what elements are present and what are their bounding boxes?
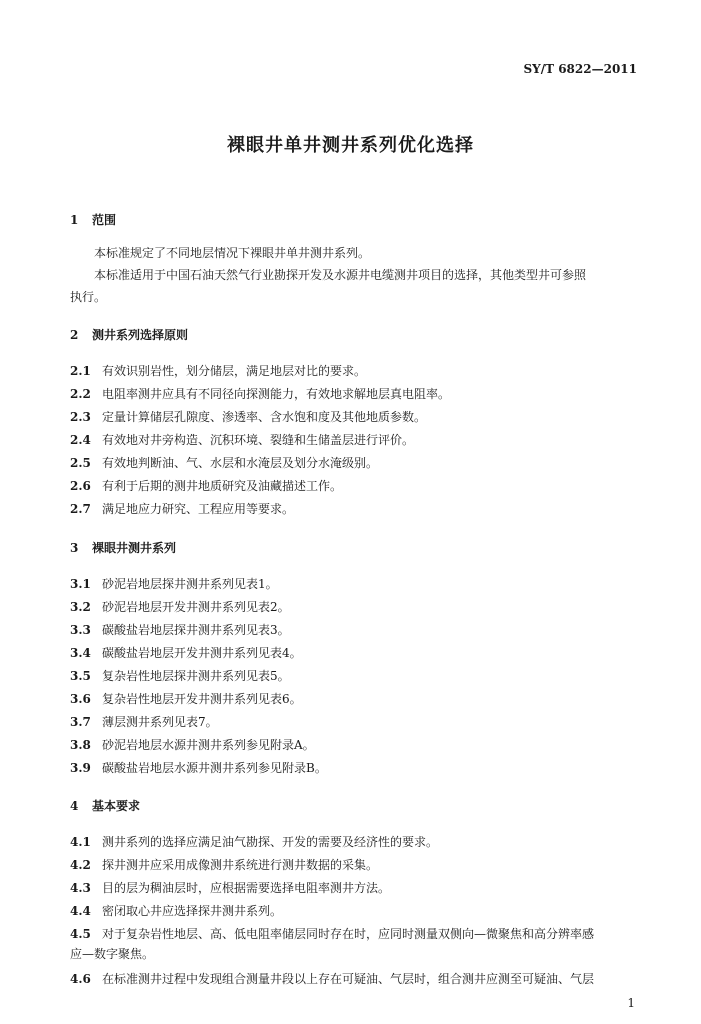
clause-text: 砂泥岩地层水源井测井系列参见附录A。 (102, 738, 315, 752)
clause-number: 4.3 (70, 881, 91, 895)
clause-number: 3.6 (70, 692, 91, 706)
clause-item (70, 454, 378, 471)
clause-number: 4.2 (70, 858, 91, 872)
clause-item (70, 385, 450, 402)
clause-text: 满足地应力研究、工程应用等要求。 (102, 502, 295, 516)
clause-item (70, 644, 302, 661)
document-title: 裸眼井单井测井系列优化选择 (227, 135, 474, 156)
clause-number: 4.1 (70, 835, 91, 849)
clause-text: 砂泥岩地层开发井测井系列见表2。 (102, 600, 290, 614)
section-heading-2 (70, 326, 188, 343)
clause-number: 4.6 (70, 972, 91, 986)
clause-number: 2.3 (70, 410, 91, 424)
section-number: 2 (70, 328, 79, 342)
clause-number: 2.5 (70, 456, 91, 470)
clause-text: 探井测井应采用成像测井系统进行测井数据的采集。 (102, 858, 379, 872)
clause-number: 3.5 (70, 669, 91, 683)
clause-number: 3.1 (70, 577, 91, 591)
clause-text: 碳酸盐岩地层探井测井系列见表3。 (102, 623, 290, 637)
clause-number: 3.2 (70, 600, 91, 614)
clause-text: 碳酸盐岩地层水源井测井系列参见附录B。 (102, 761, 327, 775)
clause-item (70, 598, 290, 615)
clause-item (70, 408, 426, 425)
clause-item (70, 713, 218, 730)
clause-text: 有效地判断油、气、水层和水淹层及划分水淹级别。 (102, 456, 379, 470)
clause-number: 2.1 (70, 364, 91, 378)
clause-item (70, 833, 438, 850)
clause-text: 测井系列的选择应满足油气勘探、开发的需要及经济性的要求。 (102, 835, 439, 849)
section-heading-1 (70, 211, 116, 228)
paragraph: 本标准适用于中国石油天然气行业勘探开发及水源井电缆测井项目的选择，其他类型井可参照 (94, 268, 587, 282)
clause-number: 4.4 (70, 904, 91, 918)
section-number: 4 (70, 799, 79, 813)
clause-item (70, 690, 302, 707)
clause-item (70, 500, 294, 517)
clause-text: 目的层为稠油层时，应根据需要选择电阻率测井方法。 (102, 881, 391, 895)
section-heading-4 (70, 797, 140, 814)
clause-number: 3.9 (70, 761, 91, 775)
clause-text: 有效识别岩性，划分储层，满足地层对比的要求。 (102, 364, 367, 378)
clause-item (70, 925, 594, 942)
clause-item (70, 667, 290, 684)
clause-item (70, 759, 327, 776)
clause-number: 2.4 (70, 433, 91, 447)
clause-item (70, 431, 414, 448)
clause-text: 薄层测井系列见表7。 (102, 715, 218, 729)
section-heading-3 (70, 539, 176, 556)
clause-number: 3.3 (70, 623, 91, 637)
clause-number: 3.4 (70, 646, 91, 660)
clause-number: 3.7 (70, 715, 91, 729)
clause-number: 2.6 (70, 479, 91, 493)
clause-item (70, 736, 315, 753)
clause-text: 密闭取心井应选择探井测井系列。 (102, 904, 283, 918)
clause-text: 碳酸盐岩地层开发井测井系列见表4。 (102, 646, 302, 660)
clause-item (70, 856, 378, 873)
clause-text: 电阻率测井应具有不同径向探测能力，有效地求解地层真电阻率。 (102, 387, 451, 401)
paragraph: 本标准规定了不同地层情况下裸眼井单井测井系列。 (94, 246, 371, 260)
clause-number: 4.5 (70, 927, 91, 941)
clause-item (70, 621, 290, 638)
clause-item (70, 362, 366, 379)
clause-number: 2.7 (70, 502, 91, 516)
section-title: 测井系列选择原则 (92, 328, 189, 342)
clause-text: 复杂岩性地层探井测井系列见表5。 (102, 669, 290, 683)
standard-number: SY/T 6822—2011 (523, 62, 637, 76)
clause-text: 有效地对井旁构造、沉积环境、裂缝和生储盖层进行评价。 (102, 433, 415, 447)
section-title: 基本要求 (92, 799, 141, 813)
clause-item (70, 902, 282, 919)
clause-text: 复杂岩性地层开发井测井系列见表6。 (102, 692, 302, 706)
clause-number: 3.8 (70, 738, 91, 752)
section-number: 3 (70, 541, 79, 555)
clause-item (70, 477, 342, 494)
clause-text: 在标准测井过程中发现组合测量井段以上存在可疑油、气层时，组合测井应测至可疑油、气层 (102, 972, 595, 986)
clause-number: 2.2 (70, 387, 91, 401)
clause-continuation: 应—数字聚焦。 (70, 947, 155, 961)
section-title: 范围 (92, 213, 117, 227)
clause-text: 砂泥岩地层探井测井系列见表1。 (102, 577, 278, 591)
clause-item (70, 970, 594, 987)
clause-text: 有利于后期的测井地质研究及油藏描述工作。 (102, 479, 343, 493)
section-title: 裸眼井测井系列 (92, 541, 177, 555)
clause-text: 对于复杂岩性地层、高、低电阻率储层同时存在时，应同时测量双侧向—微聚焦和高分辨率感 (102, 927, 595, 941)
page-number: 1 (627, 996, 635, 1010)
clause-item (70, 879, 390, 896)
paragraph: 执行。 (70, 290, 107, 304)
clause-item (70, 575, 278, 592)
section-number: 1 (70, 213, 79, 227)
clause-text: 定量计算储层孔隙度、渗透率、含水饱和度及其他地质参数。 (102, 410, 427, 424)
